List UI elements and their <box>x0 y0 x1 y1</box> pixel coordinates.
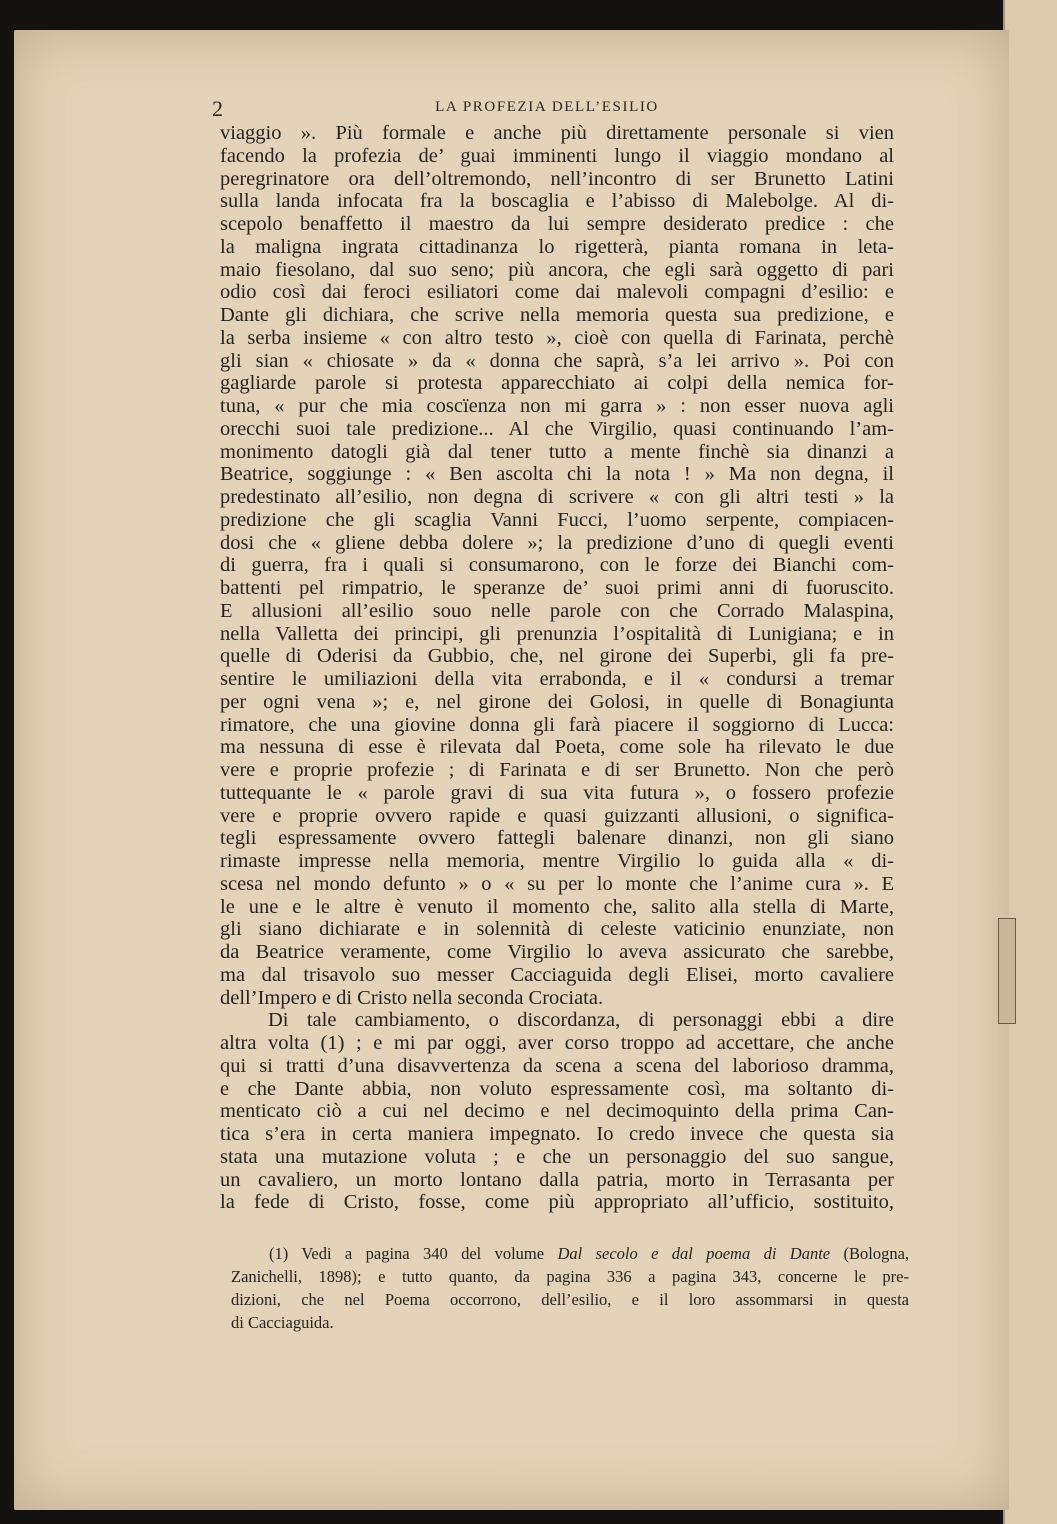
text-line: un cavaliero, un morto lontano dalla patria, morto in Terrasanta per <box>220 1168 894 1191</box>
running-title: LA PROFEZIA DELL’ESILIO <box>435 99 659 115</box>
text-line: menticato ciò a cui nel decimo e nel decimoquinto della prima Can- <box>220 1100 894 1123</box>
text-line: da Beatrice veramente, come Virgilio lo aveva assicurato che sarebbe, <box>220 941 894 963</box>
page-header <box>202 96 892 120</box>
text-line: rimatore, che una giovine donna gli farà piacere il soggiorno di Lucca: <box>220 713 894 736</box>
text-line: maio fiesolano, dal suo seno; più ancora, che egli sarà oggetto di pari <box>220 258 894 281</box>
text-line: qui si tratti d’una disavvertenza da scena a scena del laborioso dramma, <box>220 1054 894 1077</box>
footnote-line <box>231 1242 909 1265</box>
text-line: gagliarde parole si protesta apparecchiato ai colpi della nemica for- <box>220 372 894 395</box>
text-line: monimento datogli già dal tener tutto a mente finchè sia dinanzi a <box>220 440 894 463</box>
text-line: Di tale cambiamento, o discordanza, di personaggi ebbi a dire <box>268 1009 894 1032</box>
text-line: sentire le umiliazioni della vita errabonda, e il « condursi a tremar <box>220 668 894 690</box>
text-line: Dante gli dichiara, che scrive nella memoria questa sua predizione, e <box>220 304 894 326</box>
footnote-book-title: Dal secolo e dal poema di Dante <box>557 1244 831 1263</box>
body-text <box>220 122 894 1214</box>
text-line: gli siano dichiarate e in solennità di celeste vaticinio enunziate, non <box>220 918 894 941</box>
text-line: la serba insieme « con altro testo », cioè con quella di Farinata, perchè <box>220 326 894 349</box>
text-line: la maligna ingrata cittadinanza lo rigetterà, pianta romana in leta- <box>220 235 894 258</box>
text-line: altra volta (1) ; e mi par oggi, aver corso troppo ad accettare, che anche <box>220 1032 894 1054</box>
page-tab-marker <box>998 918 1016 1024</box>
text-line: rimaste impresse nella memoria, mentre Virgilio lo guida alla « di- <box>220 850 894 872</box>
text-line: ma dal trisavolo suo messer Cacciaguida degli Elisei, morto cavaliere <box>220 963 894 986</box>
text-line: odio così dai feroci esiliatori come dai malevoli compagni d’esilio: e <box>220 281 894 304</box>
footnote-lead: Vedi a pagina 340 del volume <box>301 1244 545 1263</box>
text-line: predizione che gli scaglia Vanni Fucci, l’uomo serpente, compiacen- <box>220 508 894 531</box>
text-line: sulla landa infocata fra la boscaglia e l’abisso di Malebolge. Al di- <box>220 190 894 213</box>
text-line: la fede di Cristo, fosse, come più appropriato all’ufficio, sostituito, <box>220 1191 894 1214</box>
text-line: ma nessuna di esse è rilevata dal Poeta, come sole ha rilevato le due <box>220 736 894 759</box>
text-line: battenti pel rimpatrio, le speranze de’ suoi primi anni di fuoruscito. <box>220 577 894 599</box>
footnote <box>231 1242 909 1334</box>
text-line: tegli espressamente ovvero fattegli balenare dinanzi, non gli siano <box>220 827 894 850</box>
text-line: viaggio ». Più formale e anche più direttamente personale si vien <box>220 122 894 144</box>
footnote-line: dizioni, che nel Poema occorrono, dell’esilio, e il loro assommarsi in questa <box>231 1290 909 1309</box>
text-line: E allusioni all’esilio souo nelle parole con che Corrado Malaspina, <box>220 599 894 622</box>
text-line: dell’Impero e di Cristo nella seconda Crociata. <box>220 986 604 1009</box>
text-line: quelle di Oderisi da Gubbio, che, nel girone dei Superbi, gli fa pre- <box>220 645 894 668</box>
text-line: vere e proprie ovvero rapide e quasi guizzanti allusioni, o significa- <box>220 804 894 827</box>
text-line: tuttequante le « parole gravi di sua vita futura », o fossero profezie <box>220 781 894 804</box>
text-line: di guerra, fra i quali si consumarono, con le forze dei Bianchi com- <box>220 554 894 577</box>
footnote-line: Zanichelli, 1898); e tutto quanto, da pagina 336 a pagina 343, concerne le pre- <box>231 1267 909 1286</box>
text-line: scesa nel mondo defunto » o « su per lo monte che l’anime cura ». E <box>220 872 894 895</box>
text-line: predestinato all’esilio, non degna di scrivere « con gli altri testi » la <box>220 486 894 508</box>
text-line: e che Dante abbia, non voluto espressamente così, ma soltanto di- <box>220 1077 894 1100</box>
text-line: orecchi suoi tale predizione... Al che Virgilio, quasi continuando l’am- <box>220 417 894 440</box>
text-line: vere e proprie profezie ; di Farinata e di ser Brunetto. Non che però <box>220 759 894 781</box>
text-line: tuna, « pur che mia coscïenza non mi garra » : non esser nuova agli <box>220 395 894 417</box>
text-line: tica s’era in certa maniera impegnato. Io credo invece che questa sia <box>220 1123 894 1145</box>
text-line: dosi che « gliene debba dolere »; la predizione d’uno di quegli eventi <box>220 531 894 554</box>
text-line: nella Valletta dei principi, gli prenunzia l’ospitalità di Lunigiana; e in <box>220 622 894 645</box>
text-line: Beatrice, soggiunge : « Ben ascolta chi la nota ! » Ma non degna, il <box>220 463 894 486</box>
footnote-marker: (1) <box>269 1244 289 1263</box>
text-line: peregrinatore ora dell’oltremondo, nell’incontro di ser Brunetto Latini <box>220 167 894 190</box>
page-number: 2 <box>212 96 223 121</box>
text-line: gli sian « chiosate » da « donna che saprà, s’a lei arrivo ». Poi con <box>220 349 894 372</box>
text-line: stata una mutazione voluta ; e che un personaggio del suo sangue, <box>220 1145 894 1168</box>
footnote-line: di Cacciaguida. <box>231 1313 334 1332</box>
adjacent-page-edge <box>1003 0 1057 1524</box>
text-line: per ogni vena »; e, nel girone dei Golosi, in quelle di Bonagiunta <box>220 690 894 713</box>
text-line: le une e le altre è venuto il momento che, salito alla stella di Marte, <box>220 895 894 918</box>
footnote-publisher-open: (Bologna, <box>843 1244 910 1263</box>
text-line: scepolo benaffetto il maestro da lui sempre desiderato predice : che <box>220 213 894 235</box>
text-line: facendo la profezia de’ guai imminenti lungo il viaggio mondano al <box>220 144 894 167</box>
